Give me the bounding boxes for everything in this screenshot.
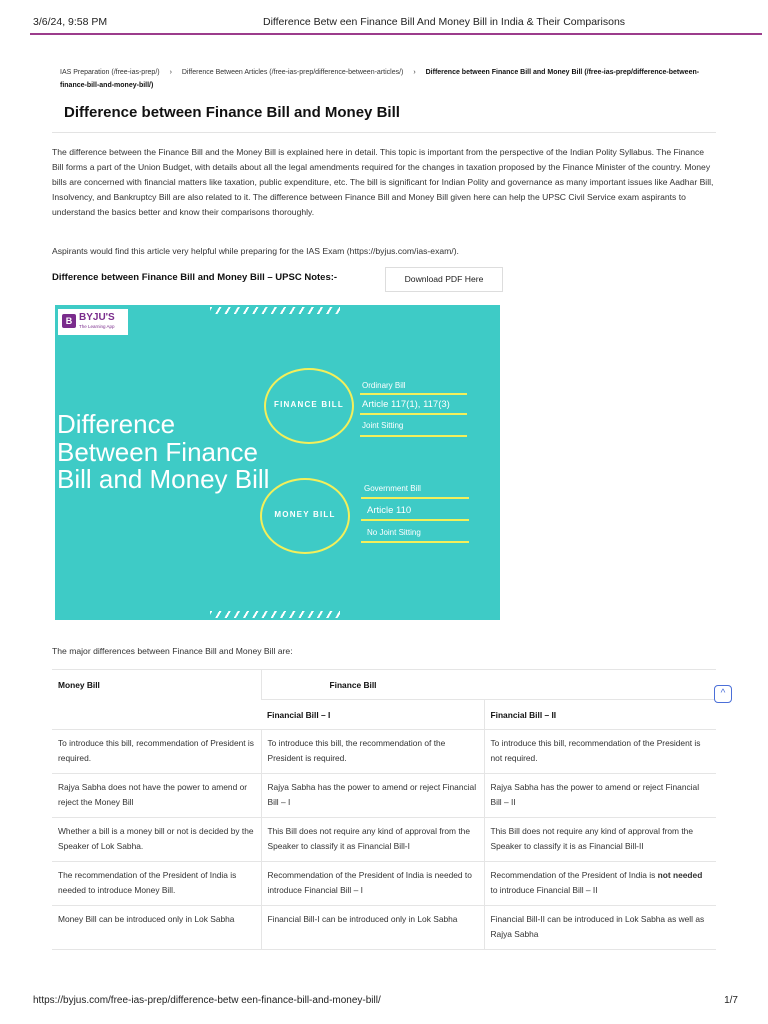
cell-text: to introduce Financial Bill – II: [490, 885, 598, 895]
breadcrumb-separator: ›: [413, 69, 416, 76]
breadcrumb-separator: ›: [169, 69, 172, 76]
fact-underline: [361, 541, 469, 543]
table-cell: To introduce this bill, recommendation of President is required.: [52, 730, 261, 774]
table-row: [52, 906, 716, 950]
print-url: https://byjus.com/free-ias-prep/difference-betw een-finance-bill-and-money-bill/: [33, 995, 381, 1006]
table-cell: Recommendation of the President of India is needed to introduce Financial Bill – I: [261, 862, 484, 906]
fact-underline: [360, 393, 467, 395]
table-cell: Financial Bill-I can be introduced only in Lok Sabha: [261, 906, 484, 950]
table-cell: This Bill does not require any kind of approval from the Speaker to classify it as Financial Bill-I: [261, 818, 484, 862]
breadcrumb: [60, 66, 710, 92]
breadcrumb-difference-articles[interactable]: Difference Between Articles (/free-ias-prep/difference-between-articles/): [181, 69, 404, 76]
print-datetime: 3/6/24, 9:58 PM: [33, 16, 108, 28]
money-fact-1: Government Bill: [364, 484, 421, 493]
chevron-up-icon: ^: [720, 688, 726, 699]
breadcrumb-current[interactable]: Difference between Finance Bill and Money Bill (/free-ias-prep/difference-between-finance-bill-and-money-bill/): [60, 69, 700, 89]
cell-emphasis: not needed: [657, 870, 703, 880]
table-row: [52, 862, 716, 906]
byjus-logo-tagline: The Learning App: [79, 324, 115, 329]
table-cell: This Bill does not require any kind of approval from the Speaker to classify it is as Financial Bill-II: [484, 818, 716, 862]
table-row: [52, 774, 716, 818]
table-header-row: [52, 670, 716, 700]
table-cell: Rajya Sabha has the power to amend or reject Financial Bill – II: [484, 774, 716, 818]
finance-fact-2: Article 117(1), 117(3): [362, 399, 450, 410]
print-header: [33, 16, 738, 32]
major-differences-text: The major differences between Finance Bill and Money Bill are:: [52, 646, 293, 656]
intro-paragraph: The difference between the Finance Bill and the Money Bill is explained here in detail. This topic is important from the perspective of the Indian Polity Syllabus. The Finance Bill forms a part of the Union Budget, with details about all the legal amendments required for the changes in taxation proposed by the Finance Minister of the country. Money bills are concerned with financial matters like taxation, public expenditure, etc. The bill is significant for Indian Polity and governance as many important issues like Aadhar Bill, Insolvency, and Bankruptcy Bill are also related to it. The difference between Finance Bill and Money Bill given here can help the UPSC Civil Service exam aspirants to understand the basics better and know their comparisons thoroughly.: [52, 147, 714, 217]
print-doc-title: Difference Betw een Finance Bill And Money Bill in India & Their Comparisons: [263, 16, 626, 28]
fact-underline: [360, 413, 467, 415]
comparison-table: [52, 669, 716, 950]
breadcrumb-ias-preparation[interactable]: IAS Preparation (/free-ias-prep/): [60, 69, 160, 76]
cell-text: Recommendation of the President of India is: [490, 870, 658, 880]
money-bill-circle-label: MONEY BILL: [274, 510, 336, 519]
notes-heading: Difference between Finance Bill and Money Bill – UPSC Notes:-: [52, 272, 338, 283]
title-divider: [52, 132, 716, 133]
byjus-logo: [58, 309, 128, 335]
download-pdf-button[interactable]: Download PDF Here: [385, 267, 503, 292]
header-money-bill: Money Bill: [52, 670, 261, 730]
table-cell: To introduce this bill, the recommendation of the President is required.: [261, 730, 484, 774]
table-cell: To introduce this bill, recommendation of the President is not required.: [484, 730, 716, 774]
table-cell: Rajya Sabha does not have the power to amend or reject the Money Bill: [52, 774, 261, 818]
fact-underline: [360, 435, 467, 437]
table-cell: Money Bill can be introduced only in Lok Sabha: [52, 906, 261, 950]
table-cell: [484, 862, 716, 906]
byjus-logo-mark: B: [62, 314, 76, 328]
print-page-number: 1/7: [724, 995, 738, 1006]
finance-bill-circle: [264, 368, 354, 444]
finance-bill-circle-label: FINANCE BILL: [274, 400, 344, 409]
fact-underline: [361, 497, 469, 499]
header-rule: [30, 33, 762, 35]
table-row: [52, 818, 716, 862]
scroll-to-top-button[interactable]: [714, 685, 732, 703]
fact-underline: [361, 519, 469, 521]
header-financial-bill-2: Financial Bill – II: [484, 700, 716, 730]
header-finance-bill: Finance Bill: [261, 670, 716, 700]
page-title: Difference between Finance Bill and Money Bill: [64, 104, 400, 121]
money-fact-2: Article 110: [367, 505, 412, 516]
byjus-logo-name: BYJU'S: [79, 312, 115, 323]
infographic-image: [55, 305, 500, 620]
table-cell: The recommendation of the President of India is needed to introduce Money Bill.: [52, 862, 261, 906]
table-cell: Rajya Sabha has the power to amend or reject Financial Bill – I: [261, 774, 484, 818]
money-fact-3: No Joint Sitting: [367, 528, 421, 537]
aspirants-paragraph: Aspirants would find this article very helpful while preparing for the IAS Exam (https://byjus.com/ias-exam/).: [52, 246, 459, 256]
infographic-title: Difference Between Finance Bill and Money Bill: [57, 409, 270, 494]
header-financial-bill-1: Financial Bill – I: [261, 700, 484, 730]
hatch-decoration-bottom: [210, 611, 340, 618]
table-row: [52, 730, 716, 774]
finance-fact-3: Joint Sitting: [362, 421, 404, 430]
table-cell: Whether a bill is a money bill or not is decided by the Speaker of Lok Sabha.: [52, 818, 261, 862]
money-bill-circle: [260, 478, 350, 554]
table-cell: Financial Bill-II can be introduced in Lok Sabha as well as Rajya Sabha: [484, 906, 716, 950]
hatch-decoration-top: [210, 307, 340, 314]
finance-fact-1: Ordinary Bill: [362, 381, 406, 390]
